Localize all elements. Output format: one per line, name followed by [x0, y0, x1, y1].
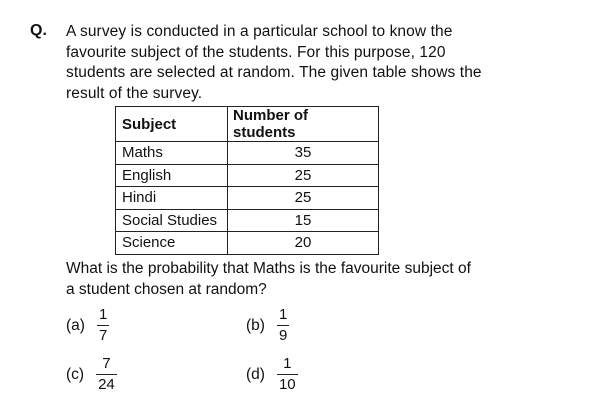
option-fraction — [96, 355, 117, 394]
fraction-numerator: 7 — [102, 355, 111, 372]
subject-cell: Science — [116, 232, 228, 255]
fraction-bar — [96, 374, 117, 375]
fraction-bar — [277, 325, 289, 326]
survey-table — [115, 106, 379, 255]
probability-question — [66, 259, 471, 300]
subject-cell: Hindi — [116, 187, 228, 210]
ask-line: What is the probability that Maths is the favourite subject of — [66, 260, 471, 277]
column-header-count: Number of students — [228, 107, 379, 142]
column-header-subject: Subject — [116, 107, 228, 142]
question-line: A survey is conducted in a particular school to know the — [66, 23, 453, 40]
option-d[interactable] — [246, 355, 298, 394]
subject-cell: Maths — [116, 142, 228, 165]
table-row — [116, 209, 379, 232]
option-label: (a) — [66, 316, 85, 334]
fraction-denominator: 7 — [98, 327, 108, 344]
count-cell: 25 — [228, 187, 379, 210]
count-cell: 15 — [228, 209, 379, 232]
fraction-numerator: 1 — [278, 306, 288, 323]
fraction-numerator: 1 — [283, 355, 292, 372]
fraction-denominator: 9 — [278, 327, 288, 344]
table-row — [116, 142, 379, 165]
fraction-numerator: 1 — [98, 306, 108, 323]
option-c[interactable] — [66, 355, 117, 394]
option-fraction — [277, 306, 289, 345]
option-fraction — [277, 355, 298, 394]
question-line: favourite subject of the students. For this purpose, 120 — [66, 43, 446, 61]
option-label: (c) — [66, 365, 85, 383]
subject-cell: English — [116, 164, 228, 187]
table-row — [116, 164, 379, 187]
table-row — [116, 232, 379, 255]
question-line: students are selected at random. The given table shows the — [66, 64, 482, 81]
option-a[interactable] — [66, 306, 109, 345]
option-label: (b) — [246, 316, 265, 334]
table-header-row — [116, 107, 379, 142]
question-text — [66, 22, 482, 104]
option-label: (d) — [246, 365, 265, 383]
ask-line: a student chosen at random? — [66, 280, 267, 298]
fraction-bar — [97, 325, 109, 326]
fraction-denominator: 10 — [278, 376, 296, 393]
question-line: result of the survey. — [66, 84, 203, 102]
fraction-bar — [277, 374, 298, 375]
count-cell: 20 — [228, 232, 379, 255]
count-cell: 35 — [228, 142, 379, 165]
option-b[interactable] — [246, 306, 289, 345]
question-label: Q. — [30, 22, 47, 39]
option-fraction — [97, 306, 109, 345]
subject-cell: Social Studies — [116, 209, 228, 232]
count-cell: 25 — [228, 164, 379, 187]
table-row — [116, 187, 379, 210]
fraction-denominator: 24 — [98, 376, 115, 393]
